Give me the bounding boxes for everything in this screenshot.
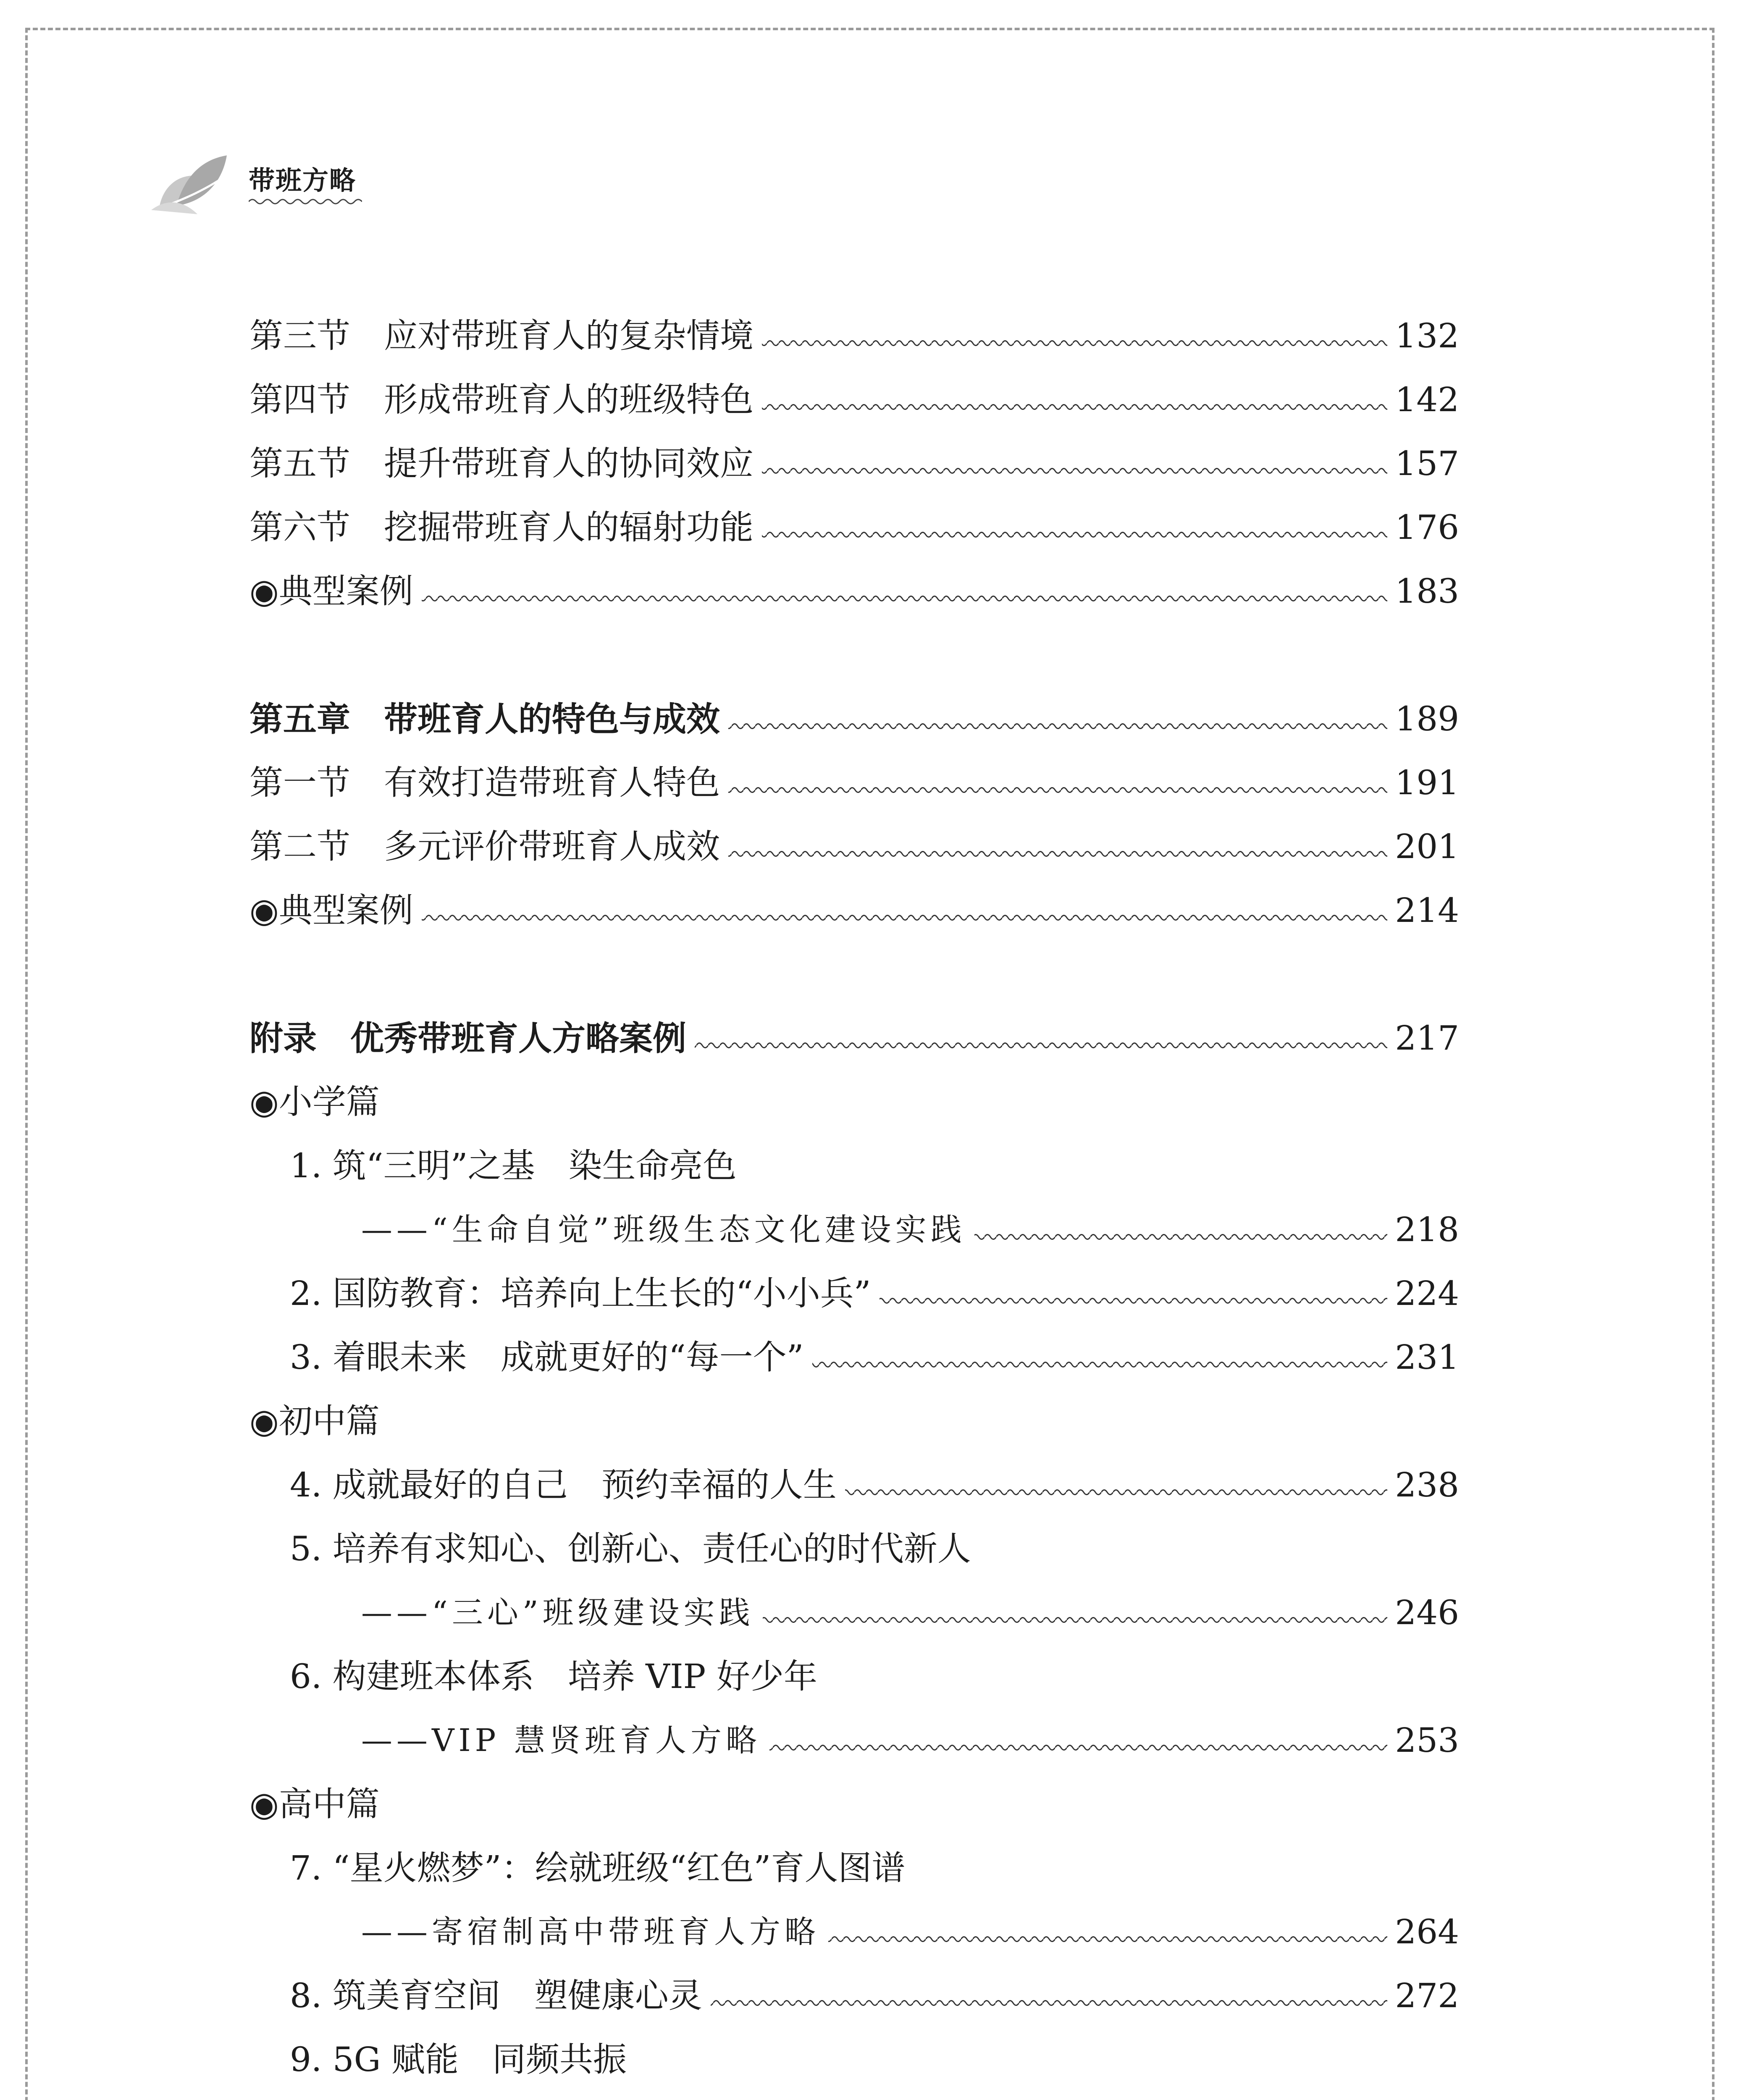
toc-page: 191 — [1387, 762, 1459, 804]
toc-page: 217 — [1387, 1017, 1459, 1059]
toc-title: ——寄宿制高中带班育人方略 — [361, 1911, 828, 1953]
toc-case-subtitle[interactable] — [361, 1210, 1459, 1255]
toc-page: 214 — [1387, 890, 1459, 932]
toc-title: 第六节 挖掘带班育人的辐射功能 — [249, 507, 762, 549]
toc-page: 142 — [1387, 379, 1459, 421]
toc-case-title[interactable] — [290, 1465, 1459, 1510]
toc-title: 2. 国防教育：培养向上生长的“小小兵” — [290, 1273, 880, 1315]
toc-title: 7. “星火燃梦”：绘就班级“红色”育人图谱 — [290, 1847, 914, 1889]
toc-page: 132 — [1387, 315, 1459, 357]
toc-page: 189 — [1387, 698, 1459, 740]
toc-section-heading — [249, 1082, 1459, 1127]
toc-entry[interactable] — [249, 316, 1459, 361]
toc-title: 1. 筑“三明”之基 染生命亮色 — [290, 1145, 745, 1187]
toc-title: 6. 构建班本体系 培养 VIP 好少年 — [290, 1656, 826, 1698]
toc-page: 201 — [1387, 826, 1459, 868]
toc-page: 264 — [1387, 1911, 1459, 1953]
toc-entry[interactable] — [249, 444, 1459, 489]
toc-case-subtitle[interactable] — [361, 1593, 1459, 1638]
toc-title: 8. 筑美育空间 塑健康心灵 — [290, 1975, 711, 2017]
toc-title: 附录 优秀带班育人方略案例 — [249, 1017, 695, 1059]
toc-entry[interactable] — [249, 763, 1459, 808]
toc-title: 4. 成就最好的自己 预约幸福的人生 — [290, 1464, 845, 1506]
toc-title: 第一节 有效打造带班育人特色 — [249, 762, 728, 804]
toc-page: 231 — [1387, 1336, 1459, 1378]
toc-entry[interactable] — [249, 572, 1459, 617]
toc-chapter-entry[interactable] — [249, 699, 1459, 744]
toc-title: 第二节 多元评价带班育人成效 — [249, 826, 728, 868]
toc-title: ◉高中篇 — [249, 1783, 388, 1825]
toc-entry[interactable] — [249, 827, 1459, 872]
leader-wave — [249, 593, 1459, 604]
toc-case-subtitle[interactable] — [361, 1912, 1459, 1957]
toc-title: 第五节 提升带班育人的协同效应 — [249, 443, 762, 485]
leader-wave — [249, 912, 1459, 923]
toc-case-title[interactable] — [290, 1338, 1459, 1383]
toc-page: 246 — [1387, 1592, 1459, 1634]
toc-title: ◉典型案例 — [249, 890, 422, 932]
toc-title: 5. 培养有求知心、创新心、责任心的时代新人 — [290, 1528, 979, 1570]
toc-title: ——“三心”班级建设实践 — [361, 1592, 763, 1634]
toc-title: ◉典型案例 — [249, 570, 422, 612]
toc-page: 272 — [1387, 1975, 1459, 2017]
toc-case-title[interactable] — [290, 2040, 1459, 2085]
toc-title: ◉初中篇 — [249, 1400, 388, 1442]
toc-title: ——“生命自觉”班级生态文化建设实践 — [361, 1209, 974, 1251]
toc-entry[interactable] — [249, 891, 1459, 936]
toc-case-title[interactable] — [290, 1976, 1459, 2021]
toc-page: 238 — [1387, 1464, 1459, 1506]
toc-case-title[interactable] — [290, 1657, 1459, 1702]
toc-case-title[interactable] — [290, 1529, 1459, 1574]
toc-entry[interactable] — [249, 508, 1459, 553]
toc-appendix-entry[interactable] — [249, 1018, 1459, 1063]
toc-title: 9. 5G 赋能 同频共振 — [290, 2039, 635, 2081]
toc-title: 第五章 带班育人的特色与成效 — [249, 698, 728, 740]
toc-page: 224 — [1387, 1273, 1459, 1315]
toc-page: 157 — [1387, 443, 1459, 485]
toc-page: 218 — [1387, 1209, 1459, 1251]
toc-title: 3. 着眼未来 成就更好的“每一个” — [290, 1336, 812, 1378]
toc-title: 第四节 形成带班育人的班级特色 — [249, 379, 762, 421]
toc-case-title[interactable] — [290, 1274, 1459, 1319]
toc-entry[interactable] — [249, 380, 1459, 425]
header-title: 带班方略 — [249, 165, 357, 196]
toc-case-title[interactable] — [290, 1146, 1459, 1191]
toc-title: ——VIP 慧贤班育人方略 — [361, 1719, 769, 1761]
toc-title: ◉小学篇 — [249, 1081, 388, 1123]
toc-case-subtitle[interactable] — [361, 1721, 1459, 1766]
toc-section-heading — [249, 1404, 1459, 1446]
toc-page: 183 — [1387, 570, 1459, 612]
toc-page: 176 — [1387, 507, 1459, 549]
toc-section-heading — [249, 1785, 1459, 1830]
toc-case-title[interactable] — [290, 1848, 1459, 1893]
toc-title: 第三节 应对带班育人的复杂情境 — [249, 315, 762, 357]
toc-page: 253 — [1387, 1719, 1459, 1761]
